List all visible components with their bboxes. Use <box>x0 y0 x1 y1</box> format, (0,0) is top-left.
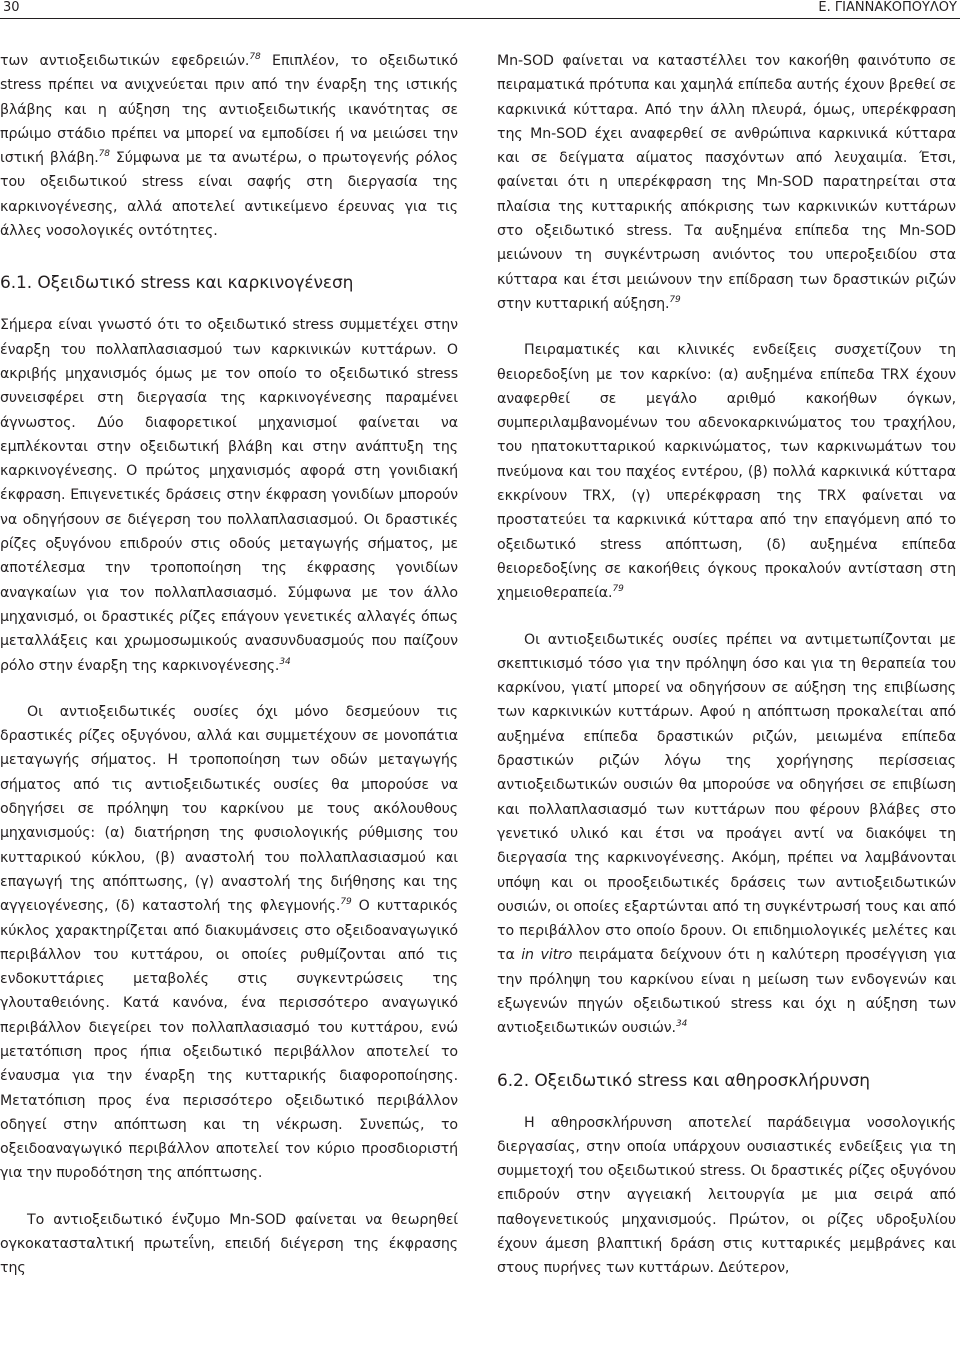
paragraph: Το αντιοξειδωτικό ένζυμο Mn-SOD φαίνεται να θεωρηθεί ογκοκατασταλτική πρωτεΐνη, επειδή διέγερση της έκφρασης της <box>0 1211 458 1277</box>
paragraph: Σήμερα είναι γνωστό ότι το οξειδωτικό stress συμμετέχει στην έναρξη του πολλαπλασιασμού των καρκινικών κυττάρων. Ο ακριβής μηχανισμός όμως με τον οποίο το οξειδωτικό stress συνεισφέρει στη διεργασία της καρκινογένεσης παραμένει άγνωστος. Δύο διαφορετικοί μηχανισμοί φαίνεται να εμπλέκονται στην οξειδωτική βλάβη και στην ανάπτυξη της καρκινογένεσης. Ο πρώτος μηχανισμός αφορά στη γονιδιακή έκφραση. Επιγενετικές δράσεις στην έκφραση γονιδίων μπορούν να οδηγήσουν σε διέγερση του πολλαπλασιασμού. Οι δραστικές ρίζες οξυγόνου επιδρούν στις οδούς μεταγωγής σήματος, με αποτέλεσμα την τροποποίηση της έκφρασης γονιδίων αναγκαίων για τον πολλαπλασιασμό. Σύμφωνα με τον άλλο μηχανισμό, οι δραστικές ρίζες επάγουν γενετικές αλλαγές όπως μεταλλάξεις και χρωμοσωμικούς ανασυνδυασμούς που παίζουν ρόλο στην έναρξη της καρκινογένεσης.$^{34}$ <box>0 317 458 674</box>
citation: 79 <box>612 584 624 595</box>
paragraph: Οι αντιοξειδωτικές ουσίες όχι μόνο δεσμεύουν τις δραστικές ρίζες οξυγόνου, αλλά και συμμετέχουν σε μονοπάτια μεταγωγής σήματος. Η τροποποίηση των οδών μεταγωγής σήματος από τις αντιοξειδωτικές ουσίες θα μπορούσε να οδηγήσει σε πρόληψη του καρκίνου με τους ακόλουθους μηχανισμούς: (α) διατήρηση της φυσιολογικής ρύθμισης του κυτταρικού κύκλου, (β) αναστολή του πολλαπλασιασμού και επαγωγή της απόπτωσης, (γ) αναστολή της διήθησης και της αγγειογένεσης, (δ) καταστολή της φλεγμονής.$^{79}$ Ο κυτταρικός κύκλος χαρακτηρίζεται από διακυμάνσεις στο οξειδοαναγωγικό περιβάλλον του κυττάρου, οι οποίες ρυθμίζονται από τις ενδοκυττάριες μεταβολές στις συγκεντρώσεις της γλουταθειόνης. Κατά κανόνα, ένα περισσότερο αναγωγικό περιβάλλον διεγείρει τον πολλαπλασιασμό του κυττάρου, ενώ μετατόπιση προς ήπια οξειδωτικό περιβάλλον αποτελεί το έναυσμα για την έναρξη της κυτταρικής διαφοροποίησης. Μετατόπιση προς ένα περισσότερο οξειδωτικό περιβάλλον οδηγεί στην απόπτωση και τη νέκρωση. Συνεπώς, το οξειδοαναγωγικό περιβάλλον αποτελεί τον κύριο προσδιοριστή για την πυροδότηση της απόπτωσης. <box>0 703 458 1182</box>
citation: 78 <box>98 149 110 160</box>
paragraph: των αντιοξειδωτικών εφεδρειών.$^{78}$ Επιπλέον, το οξειδωτικό stress πρέπει να ανιχνεύεται πριν από την έναρξη της ιστικής βλάβης και η αύξηση της αντιοξειδωτικής ικανότητας σε πρώιμο στάδιο πρέπει να μπορεί να εμποδίσει ή να μειώσει την ιστική βλάβη.$^{78}$ Σύμφωνα με τα ανωτέρω, ο πρωτογενής ρόλος του οξειδωτικού stress είναι σαφής στη διεργασία της καρκινογένεσης, αλλά αποτελεί αντικείμενο έρευνας για τις άλλες νοσολογικές οντότητες. <box>0 52 458 240</box>
citation: 34 <box>279 656 291 667</box>
right-column <box>497 49 956 1281</box>
section-heading: 6.2. Οξειδωτικό stress και αθηροσκλήρυνση <box>497 1070 870 1091</box>
italic-term: in vitro <box>521 947 573 964</box>
citation: 79 <box>340 897 352 908</box>
left-column <box>0 49 458 1281</box>
header-rule <box>0 18 960 19</box>
running-header <box>0 0 960 16</box>
citation: 78 <box>249 52 261 62</box>
paragraph: Η αθηροσκλήρυνση αποτελεί παράδειγμα νοσολογικής διεργασίας, στην οποία υπάρχουν ουσιαστικές ενδείξεις για τη συμμετοχή του οξειδωτικού stress. Οι δραστικές ρίζες οξυγόνου επιδρούν στην αγγειακή λειτουργία με μια σειρά από παθογενετικούς μηχανισμούς. Πρώτον, οι ρίζες υδροξυλίου έχουν άμεση βλαπτική δράση στις κυτταρικές μεμβράνες και στους πυρήνες των κυττάρων. Δεύτερον, <box>497 1114 956 1277</box>
paragraph: Πειραματικές και κλινικές ενδείξεις συσχετίζουν τη θειορεδοξίνη με τον καρκίνο: (α) αυξημένα επίπεδα TRX έχουν αναφερθεί σε μεγάλο αριθμό κακοήθων όγκων, συμπεριλαμβανομένων του αδενοκαρκινώματος του τραχήλου, του ηπατοκυτταρικού καρκινώματος, των καρκινωμάτων του πνεύμονα και του παχέος εντέρου, (β) πολλά καρκινικά κύτταρα εκκρίνουν TRX, (γ) υπερέκφραση της TRX φαίνεται να προστατεύει τα καρκινικά κύτταρα από την επαγόμενη από το οξειδωτικό stress απόπτωση, (δ) αυξημένα επίπεδα θειορεδοξίνης σε κακοήθεις όγκους προκαλούν αντίσταση στη χημειοθεραπεία.$^{79}$ <box>497 342 956 602</box>
section-heading: 6.1. Οξειδωτικό stress και καρκινογένεση <box>0 273 354 294</box>
citation: 79 <box>669 294 681 305</box>
citation: 34 <box>675 1019 688 1030</box>
running-head-author: Ε. ΓΙΑΝΝΑΚΟΠΟΥΛΟΥ <box>818 0 957 15</box>
paragraph: Mn-SOD φαίνεται να καταστέλλει τον κακοήθη φαινότυπο σε πειραματικά πρότυπα και χαμηλά επίπεδα αυτής έχουν βρεθεί σε καρκινικά κύτταρα. Από την άλλη πλευρά, όμως, υπερέκφραση της Mn-SOD έχει αναφερθεί σε ανθρώπινα καρκινικά κύτταρα και σε δείγματα αίματος πασχόντων από λευχαιμία. Έτσι, φαίνεται ότι η υπερέκφραση της Mn-SOD παρατηρείται στα πλαίσια της κυτταρικής απόκρισης των καρκινικών κυττάρων στο οξειδωτικό stress. Τα αυξημένα επίπεδα της Mn-SOD μειώνουν τη συγκέντρωση ανιόντος του υπεροξειδίου στα κύτταρα και έτσι μειώνουν την επίδραση των δραστικών ριζών στην κυτταρική αύξηση.$^{79}$ <box>497 53 956 312</box>
paragraph: Οι αντιοξειδωτικές ουσίες πρέπει να αντιμετωπίζονται με σκεπτικισμό τόσο για την πρόληψη όσο και για τη θεραπεία του καρκίνου, γιατί μπορεί να οδηγήσουν σε αύξηση της επιβίωσης των καρκινικών κυττάρων. Αφού η απόπτωση προκαλείται από αυξημένα επίπεδα δραστικών ριζών, μειωμένα επίπεδα δραστικών ριζών λόγω της χορήγησης περίσσειας αντιοξειδωτικών ουσιών θα μπορούσε να οδηγήσει σε επιβίωση και πολλαπλασιασμό των κυττάρων που φέρουν βλάβες στο γενετικό υλικό και έτσι να προάγει αντί να διακόψει τη διεργασία της καρκινογένεσης. Ακόμη, πρέπει να λαμβάνονται υπόψη και οι προοξειδωτικές δράσεις των αντιοξειδωτικών ουσιών, οι οποίες εξαρτώνται από τη συγκέντρωσή τους και από το περιβάλλον στο οποίο δρουν. Οι επιδημιολογικές μελέτες και τα in vitro πειράματα δείχνουν ότι η καλύτερη προσέγγιση για την πρόληψη του καρκίνου είναι η μείωση των ενδογενών και εξωγενών πηγών οξειδωτικού stress και όχι η αύξηση των αντιοξειδωτικών ουσιών.$^{34}$ <box>497 631 956 1037</box>
page-number: 30 <box>3 0 20 15</box>
